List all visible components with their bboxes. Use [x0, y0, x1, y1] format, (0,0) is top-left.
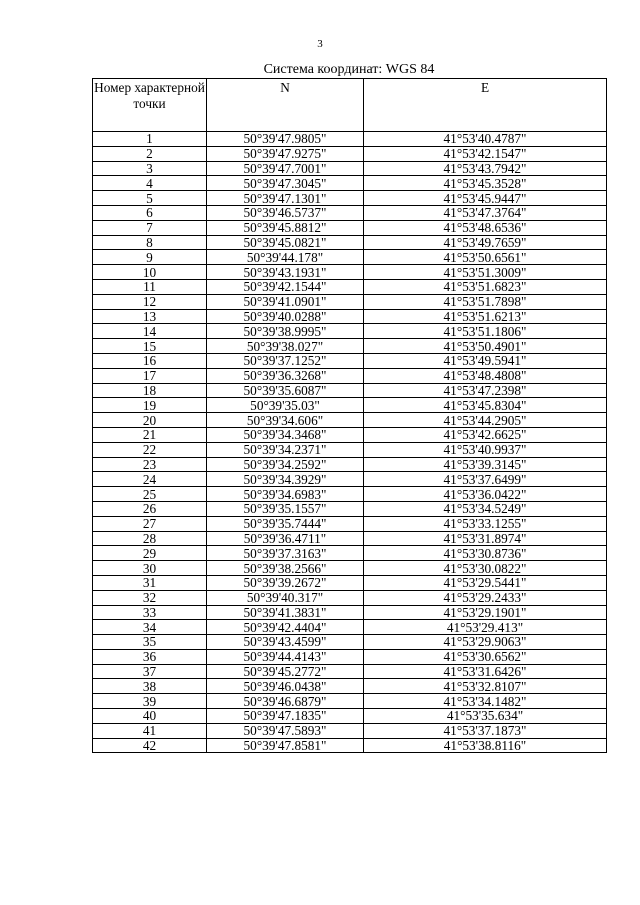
cell-e-coordinate: 41°53'31.6426": [364, 664, 607, 679]
cell-e-coordinate: 41°53'31.8974": [364, 531, 607, 546]
cell-e-coordinate: 41°53'42.1547": [364, 146, 607, 161]
cell-e-coordinate: 41°53'51.7898": [364, 294, 607, 309]
cell-e-coordinate: 41°53'50.4901": [364, 339, 607, 354]
cell-e-coordinate: 41°53'43.7942": [364, 161, 607, 176]
cell-point-number: 35: [93, 635, 207, 650]
cell-point-number: 34: [93, 620, 207, 635]
table-row: [93, 487, 607, 502]
table-row: [93, 294, 607, 309]
cell-n-coordinate: 50°39'38.9995": [207, 324, 364, 339]
page-number: 3: [317, 38, 323, 50]
cell-n-coordinate: 50°39'42.4404": [207, 620, 364, 635]
cell-n-coordinate: 50°39'47.1835": [207, 709, 364, 724]
cell-n-coordinate: 50°39'34.3929": [207, 472, 364, 487]
cell-point-number: 25: [93, 487, 207, 502]
cell-e-coordinate: 41°53'42.6625": [364, 427, 607, 442]
cell-e-coordinate: 41°53'34.5249": [364, 501, 607, 516]
cell-n-coordinate: 50°39'34.3468": [207, 427, 364, 442]
cell-point-number: 1: [93, 132, 207, 147]
table-row: [93, 709, 607, 724]
table-row: [93, 353, 607, 368]
table-row: [93, 250, 607, 265]
cell-e-coordinate: 41°53'47.2398": [364, 383, 607, 398]
cell-point-number: 36: [93, 649, 207, 664]
table-row: [93, 635, 607, 650]
table-row: [93, 309, 607, 324]
cell-point-number: 3: [93, 161, 207, 176]
cell-n-coordinate: 50°39'45.0821": [207, 235, 364, 250]
cell-e-coordinate: 41°53'39.3145": [364, 457, 607, 472]
cell-n-coordinate: 50°39'47.1301": [207, 191, 364, 206]
cell-n-coordinate: 50°39'44.4143": [207, 649, 364, 664]
cell-n-coordinate: 50°39'37.1252": [207, 353, 364, 368]
cell-point-number: 6: [93, 205, 207, 220]
cell-point-number: 4: [93, 176, 207, 191]
cell-n-coordinate: 50°39'47.7001": [207, 161, 364, 176]
cell-n-coordinate: 50°39'36.4711": [207, 531, 364, 546]
cell-point-number: 38: [93, 679, 207, 694]
cell-point-number: 22: [93, 442, 207, 457]
table-row: [93, 575, 607, 590]
cell-n-coordinate: 50°39'41.3831": [207, 605, 364, 620]
cell-n-coordinate: 50°39'35.7444": [207, 516, 364, 531]
table-row: [93, 413, 607, 428]
table-row: [93, 191, 607, 206]
cell-n-coordinate: 50°39'37.3163": [207, 546, 364, 561]
cell-n-coordinate: 50°39'47.3045": [207, 176, 364, 191]
cell-point-number: 11: [93, 279, 207, 294]
header-row: [93, 79, 607, 132]
table-row: [93, 738, 607, 753]
cell-e-coordinate: 41°53'45.9447": [364, 191, 607, 206]
cell-n-coordinate: 50°39'43.1931": [207, 265, 364, 280]
cell-point-number: 12: [93, 294, 207, 309]
cell-point-number: 2: [93, 146, 207, 161]
cell-e-coordinate: 41°53'48.6536": [364, 220, 607, 235]
table-row: [93, 427, 607, 442]
cell-point-number: 13: [93, 309, 207, 324]
cell-point-number: 30: [93, 561, 207, 576]
table-row: [93, 694, 607, 709]
cell-n-coordinate: 50°39'47.9275": [207, 146, 364, 161]
cell-point-number: 29: [93, 546, 207, 561]
cell-n-coordinate: 50°39'43.4599": [207, 635, 364, 650]
cell-e-coordinate: 41°53'47.3764": [364, 205, 607, 220]
cell-point-number: 20: [93, 413, 207, 428]
cell-point-number: 15: [93, 339, 207, 354]
cell-e-coordinate: 41°53'29.5441": [364, 575, 607, 590]
cell-n-coordinate: 50°39'44.178": [207, 250, 364, 265]
cell-point-number: 16: [93, 353, 207, 368]
table-row: [93, 279, 607, 294]
cell-point-number: 33: [93, 605, 207, 620]
cell-n-coordinate: 50°39'35.6087": [207, 383, 364, 398]
cell-e-coordinate: 41°53'51.6823": [364, 279, 607, 294]
cell-point-number: 23: [93, 457, 207, 472]
table-row: [93, 368, 607, 383]
cell-n-coordinate: 50°39'34.2371": [207, 442, 364, 457]
table-row: [93, 161, 607, 176]
cell-point-number: 39: [93, 694, 207, 709]
cell-e-coordinate: 41°53'37.6499": [364, 472, 607, 487]
table-row: [93, 605, 607, 620]
cell-n-coordinate: 50°39'42.1544": [207, 279, 364, 294]
table-row: [93, 176, 607, 191]
cell-n-coordinate: 50°39'36.3268": [207, 368, 364, 383]
cell-point-number: 7: [93, 220, 207, 235]
cell-e-coordinate: 41°53'30.0822": [364, 561, 607, 576]
table-row: [93, 235, 607, 250]
cell-n-coordinate: 50°39'34.2592": [207, 457, 364, 472]
cell-point-number: 28: [93, 531, 207, 546]
cell-n-coordinate: 50°39'46.0438": [207, 679, 364, 694]
cell-n-coordinate: 50°39'45.2772": [207, 664, 364, 679]
cell-n-coordinate: 50°39'38.2566": [207, 561, 364, 576]
table-row: [93, 132, 607, 147]
table-row: [93, 324, 607, 339]
table-header: [93, 79, 607, 132]
cell-point-number: 31: [93, 575, 207, 590]
table-row: [93, 546, 607, 561]
cell-e-coordinate: 41°53'40.4787": [364, 132, 607, 147]
cell-e-coordinate: 41°53'30.8736": [364, 546, 607, 561]
cell-point-number: 8: [93, 235, 207, 250]
cell-e-coordinate: 41°53'51.3009": [364, 265, 607, 280]
cell-e-coordinate: 41°53'35.634": [364, 709, 607, 724]
cell-e-coordinate: 41°53'29.413": [364, 620, 607, 635]
cell-point-number: 14: [93, 324, 207, 339]
table-row: [93, 649, 607, 664]
cell-n-coordinate: 50°39'35.1557": [207, 501, 364, 516]
cell-e-coordinate: 41°53'48.4808": [364, 368, 607, 383]
cell-e-coordinate: 41°53'51.6213": [364, 309, 607, 324]
cell-point-number: 5: [93, 191, 207, 206]
coordinate-system-caption: Система координат: WGS 84: [263, 62, 435, 77]
table-row: [93, 679, 607, 694]
cell-n-coordinate: 50°39'47.5893": [207, 723, 364, 738]
table-row: [93, 383, 607, 398]
cell-point-number: 24: [93, 472, 207, 487]
cell-e-coordinate: 41°53'51.1806": [364, 324, 607, 339]
cell-n-coordinate: 50°39'40.0288": [207, 309, 364, 324]
cell-point-number: 21: [93, 427, 207, 442]
cell-point-number: 42: [93, 738, 207, 753]
cell-e-coordinate: 41°53'37.1873": [364, 723, 607, 738]
table-row: [93, 339, 607, 354]
cell-e-coordinate: 41°53'45.3528": [364, 176, 607, 191]
cell-n-coordinate: 50°39'46.6879": [207, 694, 364, 709]
table-row: [93, 664, 607, 679]
table-row: [93, 561, 607, 576]
cell-point-number: 19: [93, 398, 207, 413]
cell-e-coordinate: 41°53'34.1482": [364, 694, 607, 709]
header-e: E: [364, 79, 607, 132]
cell-e-coordinate: 41°53'33.1255": [364, 516, 607, 531]
cell-point-number: 26: [93, 501, 207, 516]
cell-e-coordinate: 41°53'44.2905": [364, 413, 607, 428]
table-row: [93, 457, 607, 472]
table-row: [93, 620, 607, 635]
table-row: [93, 442, 607, 457]
table-row: [93, 723, 607, 738]
cell-point-number: 27: [93, 516, 207, 531]
cell-point-number: 41: [93, 723, 207, 738]
cell-point-number: 9: [93, 250, 207, 265]
table-row: [93, 472, 607, 487]
cell-point-number: 10: [93, 265, 207, 280]
header-point-number: Номер характерной точки: [93, 79, 207, 132]
table-row: [93, 501, 607, 516]
cell-point-number: 18: [93, 383, 207, 398]
cell-e-coordinate: 41°53'30.6562": [364, 649, 607, 664]
cell-point-number: 40: [93, 709, 207, 724]
table-row: [93, 146, 607, 161]
header-n: N: [207, 79, 364, 132]
cell-n-coordinate: 50°39'34.6983": [207, 487, 364, 502]
cell-e-coordinate: 41°53'29.2433": [364, 590, 607, 605]
table-row: [93, 265, 607, 280]
table-row: [93, 205, 607, 220]
cell-n-coordinate: 50°39'35.03": [207, 398, 364, 413]
coordinates-table: [92, 78, 607, 753]
table-row: [93, 516, 607, 531]
cell-point-number: 17: [93, 368, 207, 383]
cell-e-coordinate: 41°53'50.6561": [364, 250, 607, 265]
cell-n-coordinate: 50°39'34.606": [207, 413, 364, 428]
cell-e-coordinate: 41°53'32.8107": [364, 679, 607, 694]
table-row: [93, 220, 607, 235]
cell-n-coordinate: 50°39'46.5737": [207, 205, 364, 220]
cell-n-coordinate: 50°39'41.0901": [207, 294, 364, 309]
cell-point-number: 32: [93, 590, 207, 605]
table-body: [93, 132, 607, 753]
cell-e-coordinate: 41°53'36.0422": [364, 487, 607, 502]
cell-e-coordinate: 41°53'40.9937": [364, 442, 607, 457]
cell-n-coordinate: 50°39'40.317": [207, 590, 364, 605]
cell-e-coordinate: 41°53'29.9063": [364, 635, 607, 650]
table-row: [93, 531, 607, 546]
cell-n-coordinate: 50°39'45.8812": [207, 220, 364, 235]
cell-e-coordinate: 41°53'29.1901": [364, 605, 607, 620]
cell-e-coordinate: 41°53'49.7659": [364, 235, 607, 250]
table-row: [93, 398, 607, 413]
cell-e-coordinate: 41°53'45.8304": [364, 398, 607, 413]
cell-e-coordinate: 41°53'38.8116": [364, 738, 607, 753]
cell-n-coordinate: 50°39'39.2672": [207, 575, 364, 590]
cell-n-coordinate: 50°39'38.027": [207, 339, 364, 354]
cell-n-coordinate: 50°39'47.9805": [207, 132, 364, 147]
cell-point-number: 37: [93, 664, 207, 679]
cell-e-coordinate: 41°53'49.5941": [364, 353, 607, 368]
table-row: [93, 590, 607, 605]
cell-n-coordinate: 50°39'47.8581": [207, 738, 364, 753]
